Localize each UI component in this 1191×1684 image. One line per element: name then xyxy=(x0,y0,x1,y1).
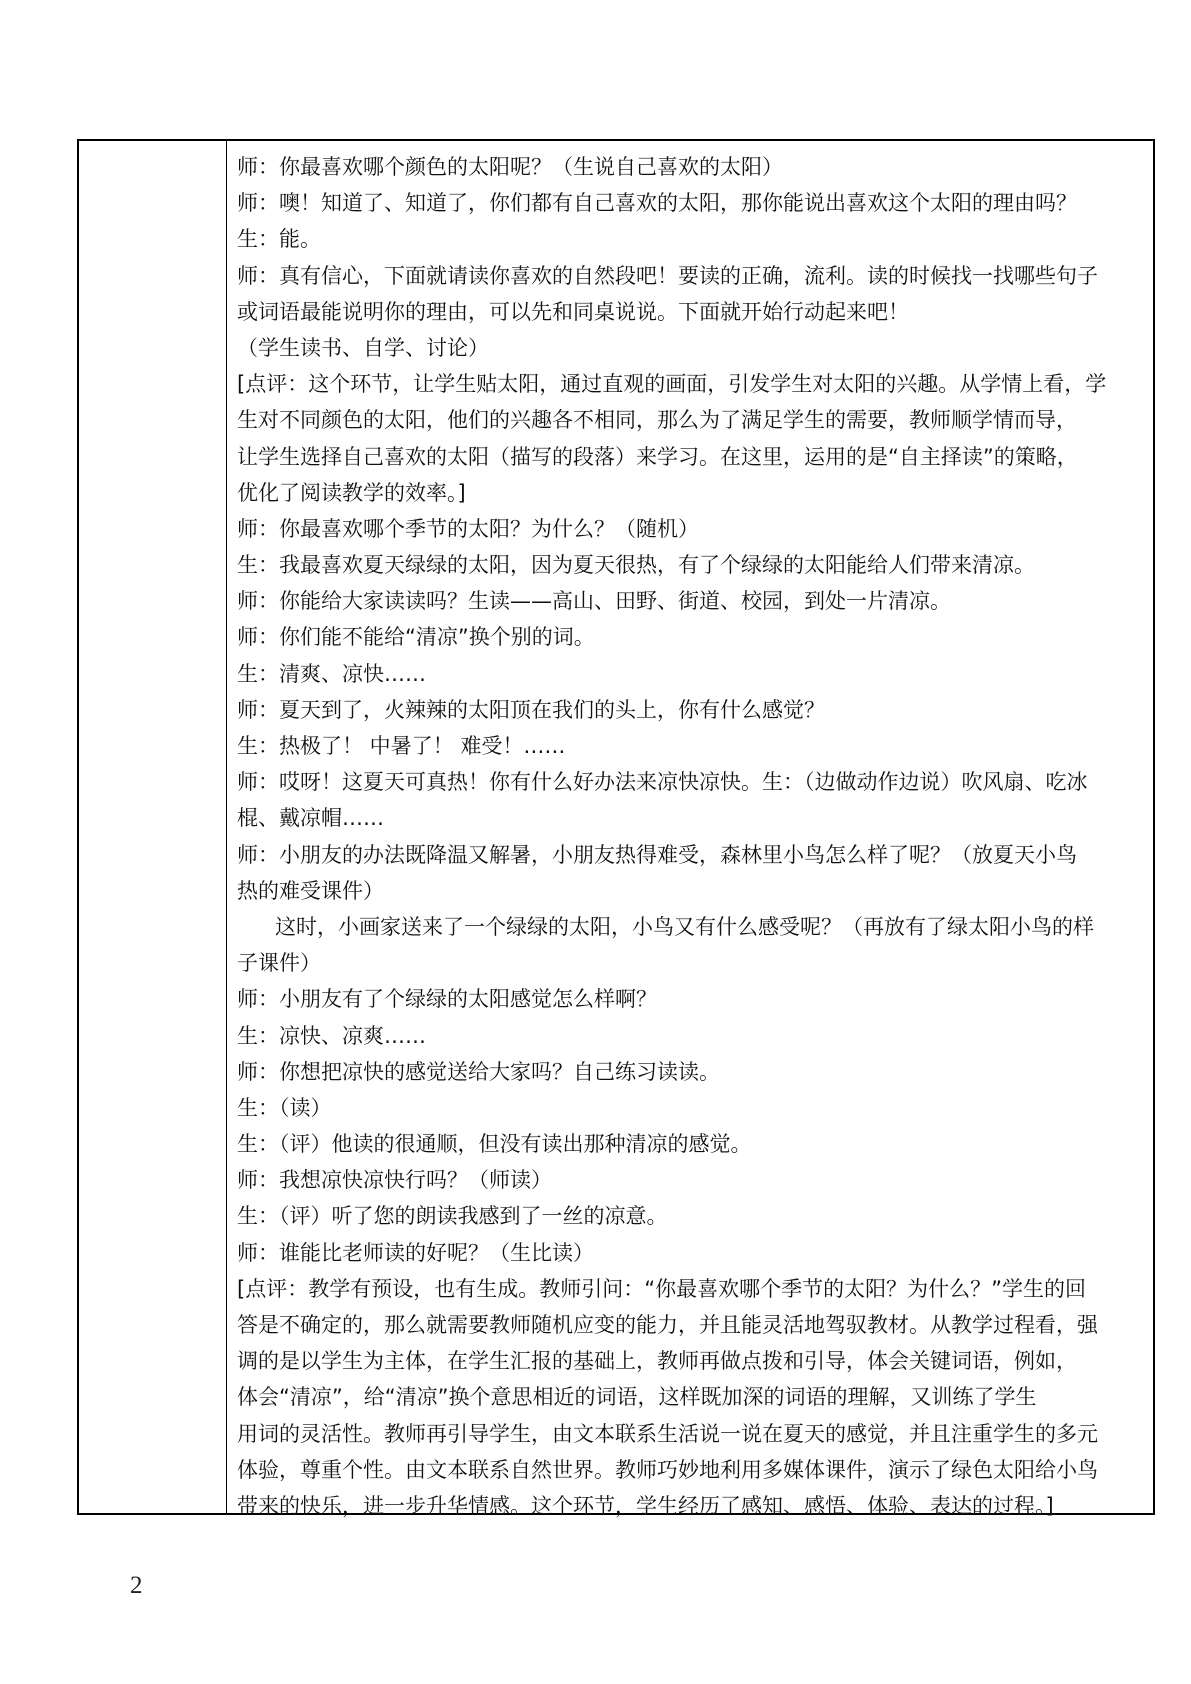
text-line: 生：（读） xyxy=(237,1095,332,1120)
text-line: 师：哎呀！这夏天可真热！你有什么好办法来凉快凉快。生：（边做动作边说）吹风扇、吃冰 xyxy=(237,770,1088,795)
text-line: 生：能。 xyxy=(237,227,321,252)
text-line: 调的是以学生为主体，在学生汇报的基础上，教师再做点拨和引导，体会关键词语，例如， xyxy=(237,1349,1077,1374)
text-line: 师：小朋友有了个绿绿的太阳感觉怎么样啊？ xyxy=(237,987,657,1012)
text-line: 子课件） xyxy=(237,951,321,976)
text-line: 体验，尊重个性。由文本联系自然世界。教师巧妙地利用多媒体课件，演示了绿色太阳给小鸟 xyxy=(237,1457,1098,1482)
text-line: 带来的快乐，进一步升华情感。这个环节，学生经历了感知、感悟、体验、表达的过程。] xyxy=(237,1493,1054,1518)
text-line: 热的难受课件） xyxy=(237,878,384,903)
text-line: 棍、戴凉帽…… xyxy=(237,806,384,831)
table-left-column xyxy=(79,141,227,1513)
text-line: 师：谁能比老师读的好呢？（生比读） xyxy=(237,1240,594,1265)
text-line: 或词语最能说明你的理由，可以先和同桌说说。下面就开始行动起来吧！ xyxy=(237,299,909,324)
text-line: 让学生选择自己喜欢的太阳（描写的段落）来学习。在这里，运用的是“自主择读”的策略， xyxy=(237,444,1078,469)
text-line: 生：凉快、凉爽…… xyxy=(237,1023,426,1048)
text-line: 生：（评）他读的很通顺，但没有读出那种清凉的感觉。 xyxy=(237,1132,752,1157)
text-line: 师：你最喜欢哪个颜色的太阳呢？（生说自己喜欢的太阳） xyxy=(237,155,783,179)
text-line: 用词的灵活性。教师再引导学生，由文本联系生活说一说在夏天的感觉，并且注重学生的多元 xyxy=(237,1421,1098,1446)
lesson-table xyxy=(77,139,1155,1518)
text-line: 答是不确定的，那么就需要教师随机应变的能力，并且能灵活地驾驭教材。从教学过程看，强 xyxy=(237,1313,1098,1337)
text-line: 师：你能给大家读读吗？生读——高山、田野、街道、校园，到处一片清凉。 xyxy=(237,589,951,614)
table-content-column xyxy=(227,141,1153,1518)
text-line: 生：清爽、凉快…… xyxy=(237,661,426,686)
text-line: （学生读书、自学、讨论） xyxy=(237,335,489,360)
text-line: 生对不同颜色的太阳，他们的兴趣各不相同，那么为了满足学生的需要，教师顺学情而导， xyxy=(237,408,1077,433)
text-line: [点评：教学有预设，也有生成。教师引问：“你最喜欢哪个季节的太阳？为什么？”学生的回 xyxy=(237,1276,1086,1301)
text-line: 体会“清凉”，给“清凉”换个意思相近的词语，这样既加深的词语的理解，又训练了学生 xyxy=(237,1385,1037,1410)
text-line: 师：我想凉快凉快行吗？（师读） xyxy=(237,1168,552,1193)
text-line: 师：小朋友的办法既降温又解暑，小朋友热得难受，森林里小鸟怎么样了呢？（放夏天小鸟 xyxy=(237,842,1077,867)
text-line: 师：真有信心，下面就请读你喜欢的自然段吧！要读的正确，流利。读的时候找一找哪些句子 xyxy=(237,263,1098,288)
text-line: 生：我最喜欢夏天绿绿的太阳，因为夏天很热，有了个绿绿的太阳能给人们带来清凉。 xyxy=(237,553,1035,578)
text-line: 优化了阅读教学的效率。] xyxy=(237,480,466,505)
text-line: 师：你们能不能给“清凉”换个别的词。 xyxy=(237,625,595,650)
text-line: 生：热极了！ 中暑了！ 难受！…… xyxy=(237,734,566,758)
text-line: 师：夏天到了，火辣辣的太阳顶在我们的头上，你有什么感觉？ xyxy=(237,697,825,722)
page-number: 2 xyxy=(130,1572,143,1599)
text-line: [点评：这个环节，让学生贴太阳，通过直观的画面，引发学生对太阳的兴趣。从学情上看，学 xyxy=(237,372,1107,397)
text-line: 生：（评）听了您的朗读我感到了一丝的凉意。 xyxy=(237,1204,668,1229)
text-line: 这时，小画家送来了一个绿绿的太阳，小鸟又有什么感受呢？（再放有了绿太阳小鸟的样 xyxy=(275,914,1094,939)
text-line: 师：你最喜欢哪个季节的太阳？为什么？（随机） xyxy=(237,516,699,541)
text-line: 师：噢！知道了、知道了，你们都有自己喜欢的太阳，那你能说出喜欢这个太阳的理由吗？ xyxy=(237,191,1077,216)
text-line: 师：你想把凉快的感觉送给大家吗？自己练习读读。 xyxy=(237,1059,720,1084)
